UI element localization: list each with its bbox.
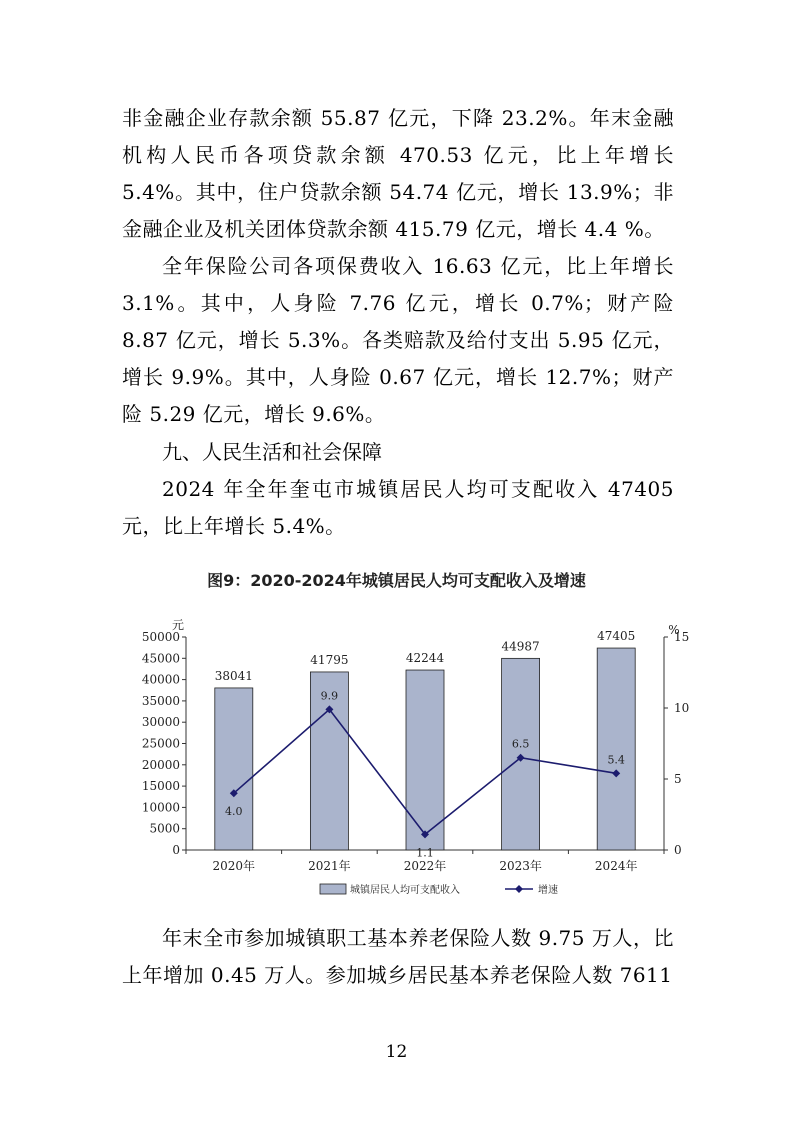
left-tick-label: 0 xyxy=(172,843,180,857)
bar-value-label: 41795 xyxy=(310,652,349,667)
paragraph-income: 2024 年全年奎屯市城镇居民人均可支配收入 47405 元，比上年增长 5.4%。 xyxy=(122,477,674,538)
left-tick-label: 45000 xyxy=(141,651,180,666)
right-tick-label: 10 xyxy=(674,701,690,715)
paragraph-pension: 年末全市参加城镇职工基本养老保险人数 9.75 万人，比上年增加 0.45 万人。参加城乡居民基本养老保险人数 7611 xyxy=(122,926,674,987)
x-tick-label: 2022年 xyxy=(403,859,447,873)
x-tick-label: 2023年 xyxy=(499,859,542,873)
legend-line-label: 增速 xyxy=(538,885,558,896)
bar-value-label: 38041 xyxy=(214,668,253,683)
left-tick-label: 5000 xyxy=(149,821,180,836)
left-axis-unit: 元 xyxy=(171,618,185,632)
bar-value-label: 47405 xyxy=(597,629,636,644)
left-tick-label: 15000 xyxy=(141,779,180,794)
left-tick-label: 30000 xyxy=(141,715,180,730)
left-tick-label: 40000 xyxy=(141,672,180,687)
growth-value-label: 6.5 xyxy=(511,737,530,751)
left-tick-label: 50000 xyxy=(141,630,180,644)
bar-value-label: 42244 xyxy=(405,651,445,666)
paragraph-insurance: 全年保险公司各项保费收入 16.63 亿元，比上年增长 3.1%。其中，人身险 7.76 亿元，增长 0.7%；财产险 8.87 亿元，增长 5.3%。各类赔款及给付支出 5.95 亿元，增长 9.9%。其中，人身险 0.67 亿元，增长 12.7%；财产险 5.29 亿元，增长 9.6%。 xyxy=(122,254,674,426)
paragraph-deposits-loans: 非金融企业存款余额 55.87 亿元，下降 23.2%。年末金融机构人民币各项贷款余额 470.53 亿元，比上年增长 5.4%。其中，住户贷款余额 54.74 亿元，增长 13.9%；非金融企业及机关团体贷款余额 415.79 亿元，增长 4.4 %。 xyxy=(122,106,674,241)
growth-value-label: 4.0 xyxy=(225,805,243,819)
growth-value-label: 1.1 xyxy=(416,846,434,860)
right-tick-label: 15 xyxy=(674,630,690,644)
bar xyxy=(215,688,253,850)
left-tick-label: 10000 xyxy=(141,800,180,815)
income-chart xyxy=(120,612,690,912)
left-tick-label: 35000 xyxy=(141,693,180,708)
growth-value-label: 9.9 xyxy=(320,689,339,703)
chart-title: 图9：2020-2024年城镇居民人均可支配收入及增速 xyxy=(207,571,586,590)
bar xyxy=(597,648,635,850)
bar-value-label: 44987 xyxy=(501,639,540,654)
right-tick-label: 0 xyxy=(674,843,682,857)
legend-bar-swatch xyxy=(320,884,346,894)
left-tick-label: 25000 xyxy=(141,736,180,751)
x-tick-label: 2020年 xyxy=(212,859,256,873)
right-tick-label: 5 xyxy=(674,772,682,786)
x-tick-label: 2021年 xyxy=(308,859,351,873)
right-axis-unit: % xyxy=(668,623,680,637)
legend-line-marker xyxy=(515,885,523,893)
page-number: 12 xyxy=(385,1042,408,1062)
section-heading: 九、人民生活和社会保障 xyxy=(162,440,382,464)
growth-value-label: 5.4 xyxy=(607,753,625,767)
legend-bar-label: 城镇居民人均可支配收入 xyxy=(350,885,460,896)
left-tick-label: 20000 xyxy=(141,757,180,772)
x-tick-label: 2024年 xyxy=(594,859,638,873)
